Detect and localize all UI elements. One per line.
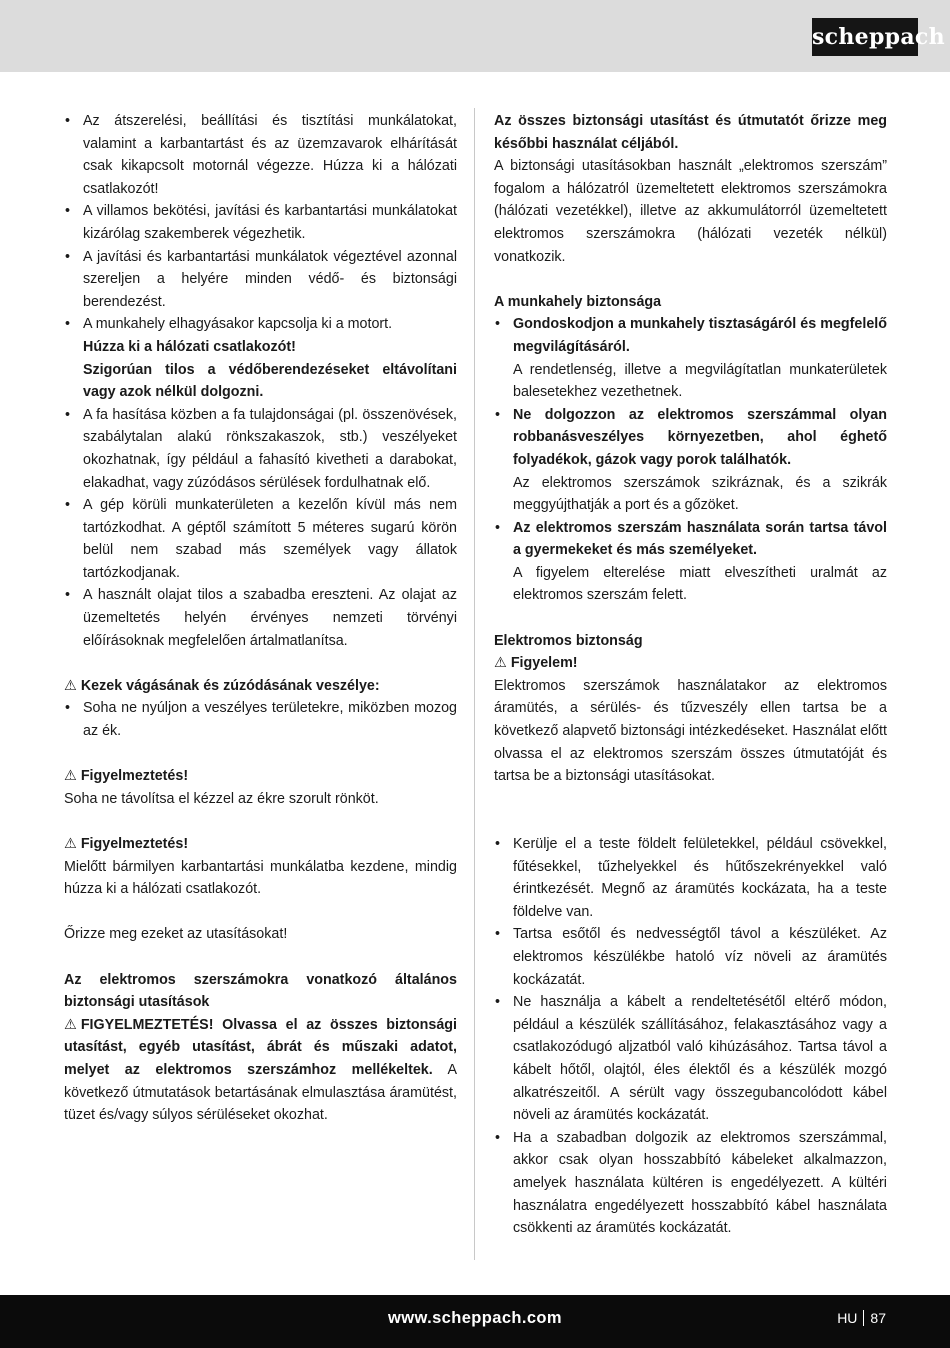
page-number (837, 1295, 886, 1342)
list-item: • A gép körüli munkaterületen a kezelőn kívül más nem tartózkodhat. A géptől számított 5 méteres sugarú körön belül nem szabad más személyek vagy állatok tartózkodjanak. (64, 494, 457, 584)
page-number-value: 87 (870, 1310, 886, 1326)
warning-triangle-icon: ⚠ (64, 836, 77, 852)
attention-heading: ⚠ Figyelem! (494, 652, 887, 675)
page-separator (863, 1310, 864, 1326)
list-item-text: A munkahely elhagyásakor kapcsolja ki a motort. (83, 316, 393, 333)
warning-heading: ⚠ Figyelmeztetés! (64, 765, 457, 788)
list-item: • Ne használja a kábelt a rendeltetésétől eltérő módon, például a készülék szállításához, felakasztásához vagy a csatlakozódugó aljzatból való kihúzásához. Tartsa távol a kábelt hőtől, olajtól, éles élektől és a készülék mozgó alkatrészeitől. A sérült vagy összegubancolódott kábel növeli az áramütés kockázatát. (494, 991, 887, 1127)
list-item: • Kerülje el a teste földelt felületekkel, például csövekkel, fűtésekkel, tűzhelyekkel és hűtőszekrényekkel való érintkezését. Megnő az áramütés kockázata, ha a teste földelve van. (494, 833, 887, 923)
warning-text: Soha ne távolítsa el kézzel az ékre szorult rönköt. (64, 790, 379, 807)
warning-text: Mielőtt bármilyen karbantartási munkálatba kezdene, mindig húzza ki a hálózati csatlakozót. (64, 858, 457, 898)
electrical-heading: Elektromos biztonság (494, 632, 643, 649)
column-divider (474, 108, 475, 1260)
warning-triangle-icon: ⚠ (64, 768, 77, 785)
keep-instructions-text: Őrizze meg ezeket az utasításokat! (64, 926, 288, 943)
brand-logo: scheppach (812, 18, 918, 56)
workplace-list (494, 313, 887, 607)
list-item: • Ha a szabadban dolgozik az elektromos szerszámmal, akkor csak olyan hosszabbító kábeleket alkalmazzon, amelyek használata kültéren is engedélyezett. A kültéri használatra engedélyezett hosszabbító kábel használata csökkenti az áramütés kockázatát. (494, 1127, 887, 1240)
list-item: • Soha ne nyúljon a veszélyes területekre, miközben mozog az ék. (64, 697, 457, 742)
list-item: • A fa hasítása közben a fa tulajdonságai (pl. összenövések, szabálytalan alakú rönkszakaszok, stb.) veszélyeket okozhatnak, így például a fahasító kivetheti a darabokat, elakadhat, vagy zúzódásos sérülések fordulhatnak elő. (64, 404, 457, 494)
list-item: • Tartsa esőtől és nedvességtől távol a készüléket. Az elektromos készülékbe hatoló víz növeli az áramütés kockázatát. (494, 923, 887, 991)
right-column (494, 110, 887, 1240)
electrical-list (494, 833, 887, 1240)
list-item: • Ne dolgozzon az elektromos szerszámmal olyan robbanásveszélyes környezetben, ahol éghető folyadékok, gázok vagy porok találhatók. Az elektromos szerszámok szikráznak, és a szikrák meggyújthatják a port és a gőzöket. (494, 404, 887, 517)
list-item: • A villamos bekötési, javítási és karbantartási munkálatokat kizárólag szakemberek végezhetik. (64, 200, 457, 245)
warning-triangle-icon: ⚠ (64, 1016, 77, 1033)
warning-triangle-icon: ⚠ (494, 655, 507, 672)
page-footer (0, 1295, 950, 1348)
maintenance-list (64, 110, 457, 652)
list-item (64, 313, 457, 403)
language-code: HU (837, 1310, 858, 1326)
definition-text: A biztonsági utasításokban használt „elektromos szerszám” fogalom a hálózatról üzemeltetett elektromos szerszámokra (hálózati vezetékkel), illetve az akkumulátorról üzemeltetett elektromos szerszámokra (hálózati vezeték nélkül) vonatkozik. (494, 158, 887, 265)
left-column (64, 110, 457, 1127)
electrical-intro: Elektromos szerszámok használatakor az elektromos áramütés, a sérülés- és tűzveszély ellen tartsa be a következő alapvető biztonsági intézkedéseket. Használat előtt olvassa el az elektromos szerszám összes útmutatóját és tartsa be a biztonsági utasításokat. (494, 677, 887, 785)
list-item: • A használt olajat tilos a szabadba ereszteni. Az olajat az üzemeltetés helyén érvényes nemzeti törvényi előírásoknak megfelelően ártalmatlanítsa. (64, 584, 457, 652)
workplace-heading: A munkahely biztonsága (494, 293, 662, 310)
warning-triangle-icon: ⚠ (64, 677, 77, 694)
keep-instructions-bold: Az összes biztonsági utasítást és útmutatót őrizze meg későbbi használat céljából. (494, 113, 887, 152)
list-item: • A javítási és karbantartási munkálatok végeztével azonnal szereljen a helyére minden védő- és biztonsági berendezést. (64, 246, 457, 314)
page-header (0, 0, 950, 72)
list-item-bold: Húzza ki a hálózati csatlakozót! (83, 338, 296, 355)
general-safety-warning: ⚠ FIGYELMEZTETÉS! Olvassa el az összes biztonsági utasítást, egyéb utasítást, ábrát és műszaki adatot, melyet az elektromos szerszámhoz mellékeltek. A következő útmutatások betartásának elmulasztása áramütést, tüzet és/vagy súlyos sérüléseket okozhat. (64, 1014, 457, 1127)
list-item-bold: Szigorúan tilos a védőberendezéseket eltávolítani vagy azok nélkül dolgozni. (83, 361, 457, 401)
list-item: • Az elektromos szerszám használata során tartsa távol a gyermekeket és más személyeket. A figyelem elterelése miatt elveszítheti uralmát az elektromos szerszám felett. (494, 517, 887, 607)
list-item: • Az átszerelési, beállítási és tisztítási munkálatokat, valamint a karbantartást és az üzemzavarok elhárítását csak kikapcsolt motornál végezze. Húzza ki a hálózati csatlakozót! (64, 110, 457, 200)
warning-heading: ⚠ Figyelmeztetés! (64, 833, 457, 856)
general-safety-heading: Az elektromos szerszámokra vonatkozó általános biztonsági utasítások (64, 971, 457, 1011)
website-link[interactable]: www.scheppach.com (388, 1309, 562, 1327)
list-item: • Gondoskodjon a munkahely tisztaságáról és megfelelő megvilágításáról. A rendetlenség, illetve a megvilágítatlan munkaterületek balesetekhez vezethetnek. (494, 313, 887, 403)
hand-hazard-list (64, 697, 457, 742)
hand-hazard-heading: ⚠ Kezek vágásának és zúzódásának veszélye: (64, 675, 457, 698)
